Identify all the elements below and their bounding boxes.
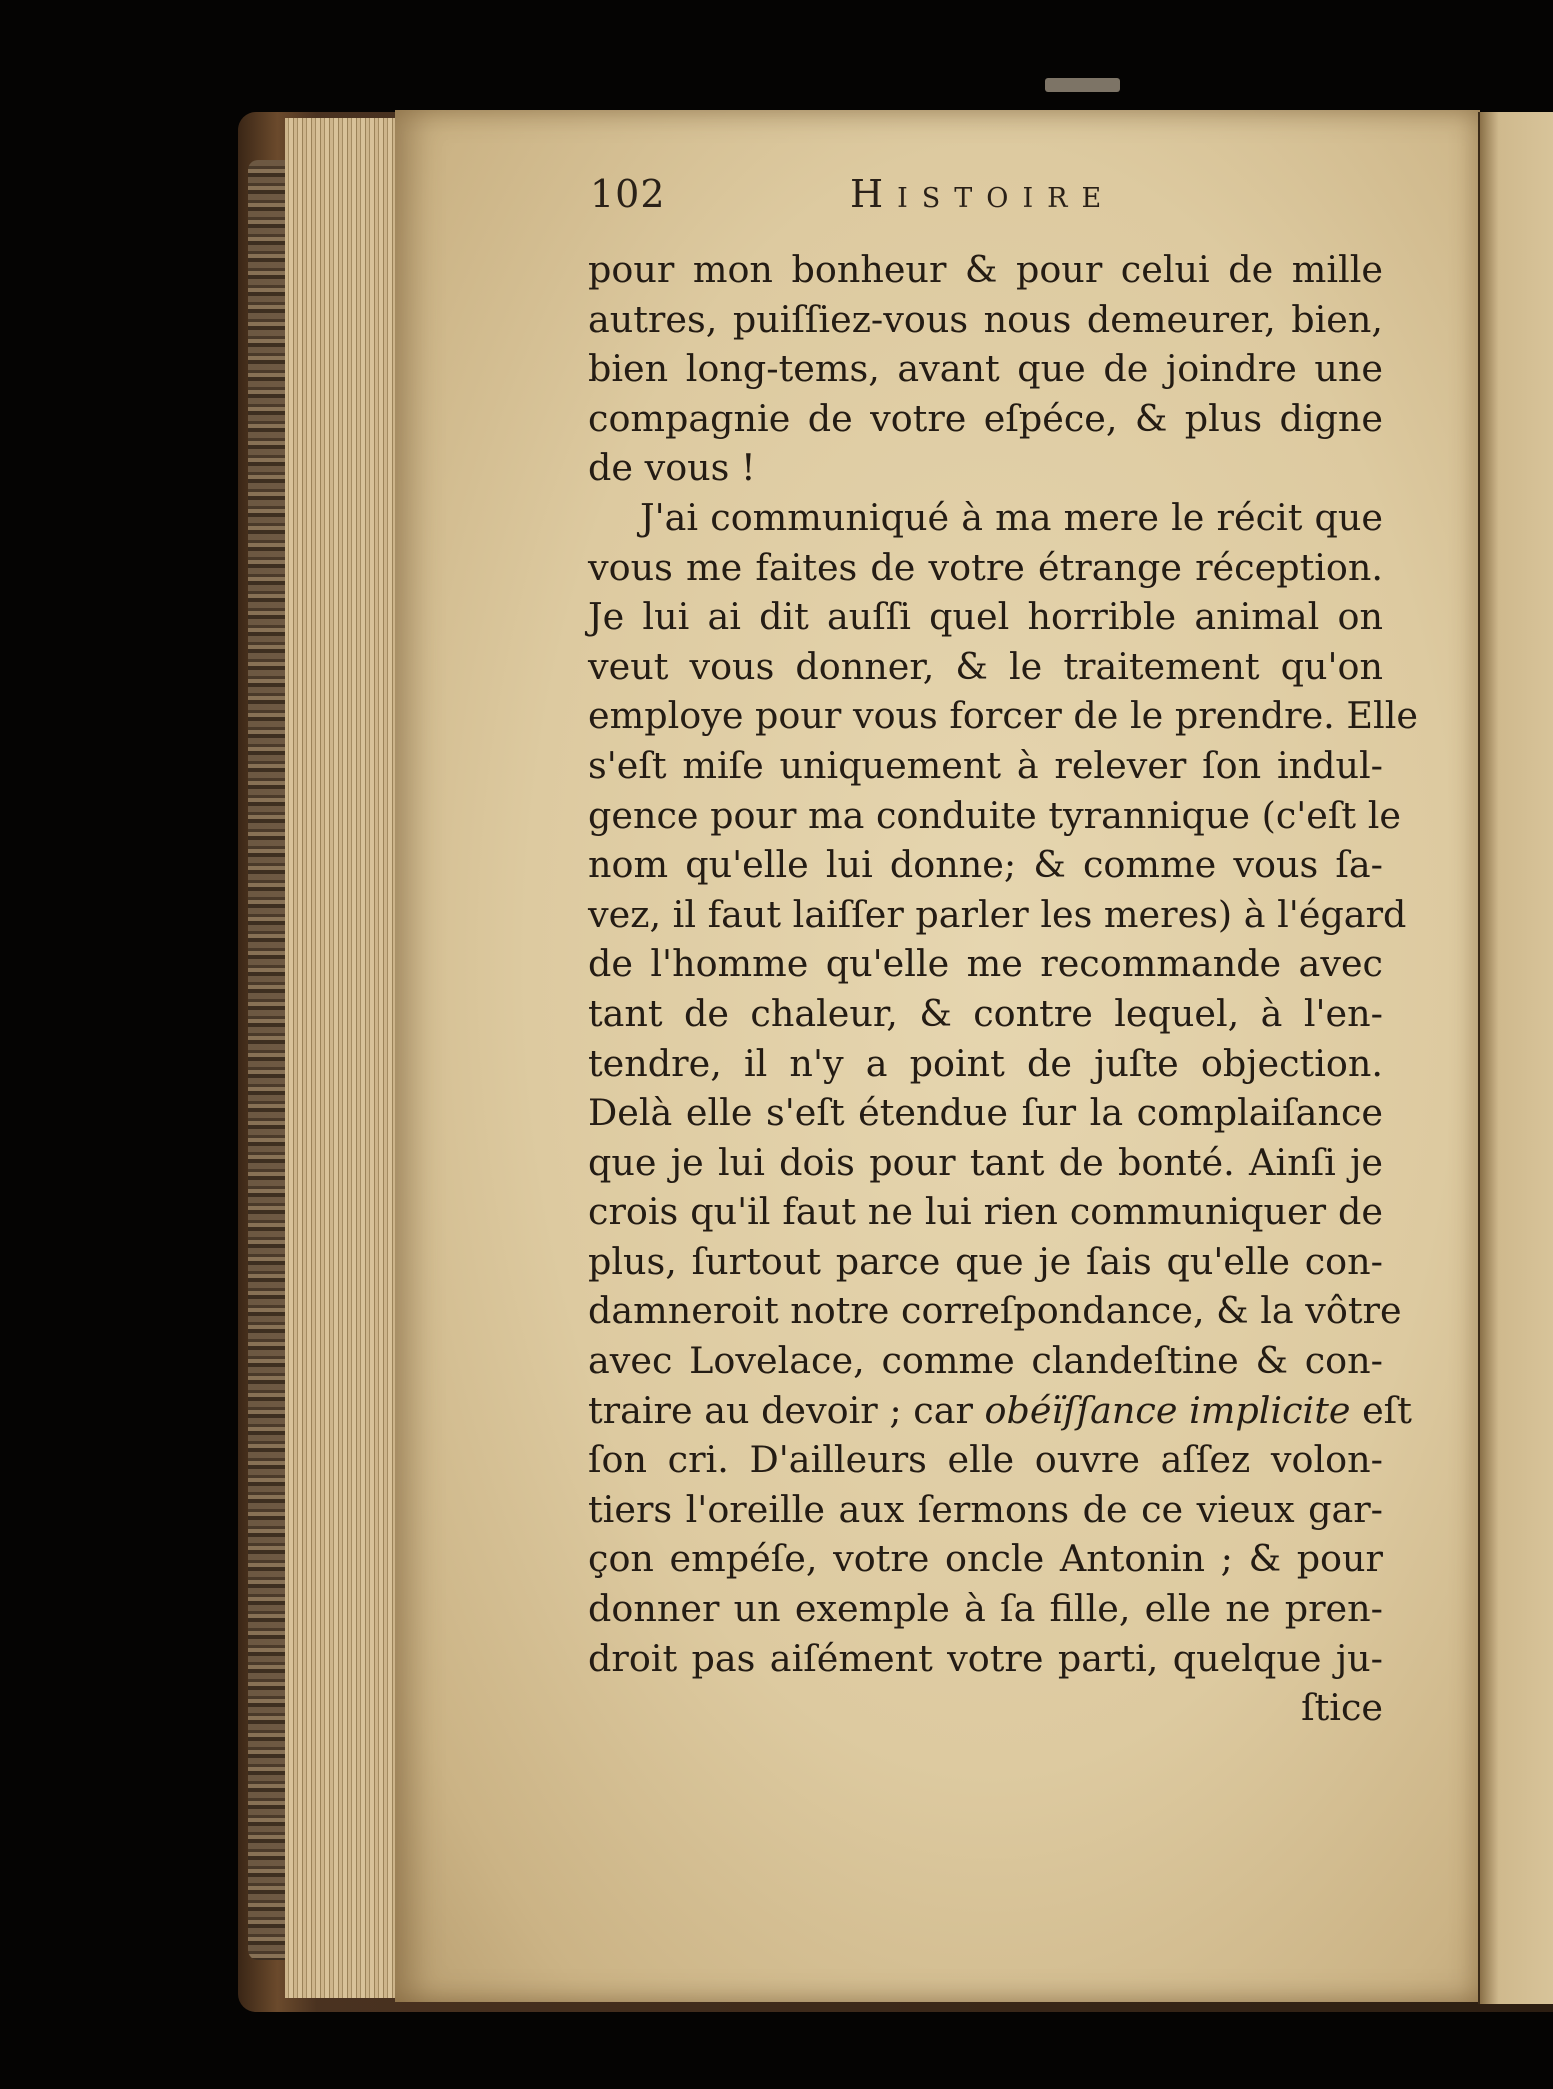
- facing-page-edge: [1478, 112, 1553, 2004]
- italic-phrase: obéïſſance implicite: [984, 1388, 1351, 1432]
- text-line: J'ai communiqué à ma mere le récit que: [640, 495, 1383, 539]
- text-line: employe pour vous forcer de le prendre. Elle: [588, 694, 1418, 738]
- text-line: veut vous donner, & le traitement qu'on: [588, 644, 1383, 688]
- text-line: tiers l'oreille aux ſermons de ce vieux gar-: [588, 1487, 1383, 1531]
- text-line: autres, puiſſiez-vous nous demeurer, bien,: [588, 297, 1383, 341]
- text-segment: traire au devoir ; car: [588, 1388, 973, 1432]
- page-header: [590, 172, 1150, 222]
- text-line: tendre, il n'y a point de juſte objection.: [588, 1041, 1383, 1085]
- text-line: s'eſt miſe uniquement à relever ſon indul-: [588, 743, 1383, 787]
- text-line: Delà elle s'eſt étendue ſur la complaiſance: [588, 1091, 1383, 1135]
- catchword: [588, 1683, 1383, 1733]
- text-line: de l'homme qu'elle me recommande avec: [588, 942, 1383, 986]
- text-line: compagnie de votre eſpéce, & plus digne: [588, 396, 1383, 440]
- text-line: vous me faites de votre étrange réception.: [588, 545, 1383, 589]
- text-line: gence pour ma conduite tyrannique (c'eſt le: [588, 793, 1401, 837]
- text-line: nom qu'elle lui donne; & comme vous ſa-: [588, 843, 1383, 887]
- text-segment: eſt: [1362, 1388, 1412, 1432]
- page-text: [588, 245, 1418, 1733]
- text-line: vez, il faut laiſſer parler les meres) à l'égard: [588, 892, 1407, 936]
- text-line: donner un exemple à ſa fille, elle ne pren-: [588, 1587, 1383, 1631]
- text-line: que je lui dois pour tant de bonté. Ainſi je: [588, 1140, 1383, 1184]
- running-head: Histoire: [850, 172, 1116, 216]
- text-line: ſon cri. D'ailleurs elle ouvre aſſez volon-: [588, 1438, 1383, 1482]
- binding-clip: [1045, 78, 1120, 92]
- text-line: çon empéſe, votre oncle Antonin ; & pour: [588, 1537, 1383, 1581]
- text-line: tant de chaleur, & contre lequel, à l'en-: [588, 991, 1383, 1035]
- text-line: pour mon bonheur & pour celui de mille: [588, 248, 1383, 291]
- page-edges: [285, 118, 403, 1998]
- catchword-text: ſtice: [1301, 1686, 1383, 1730]
- text-line: avec Lovelace, comme clandeſtine & con-: [588, 1339, 1383, 1383]
- page-number: 102: [590, 172, 666, 216]
- text-line-with-italic: [588, 1386, 1412, 1436]
- text-line: Je lui ai dit auſſi quel horrible animal on: [588, 595, 1383, 639]
- text-line: damneroit notre correſpondance, & la vôtre: [588, 1289, 1402, 1333]
- text-line: de vous !: [588, 446, 756, 490]
- text-line: crois qu'il faut ne lui rien communiquer de: [588, 1190, 1383, 1234]
- text-line: plus, ſurtout parce que je ſais qu'elle con-: [588, 1239, 1383, 1283]
- text-line: droit pas aiſément votre parti, quelque ju-: [588, 1636, 1383, 1680]
- text-line: bien long-tems, avant que de joindre une: [588, 347, 1383, 391]
